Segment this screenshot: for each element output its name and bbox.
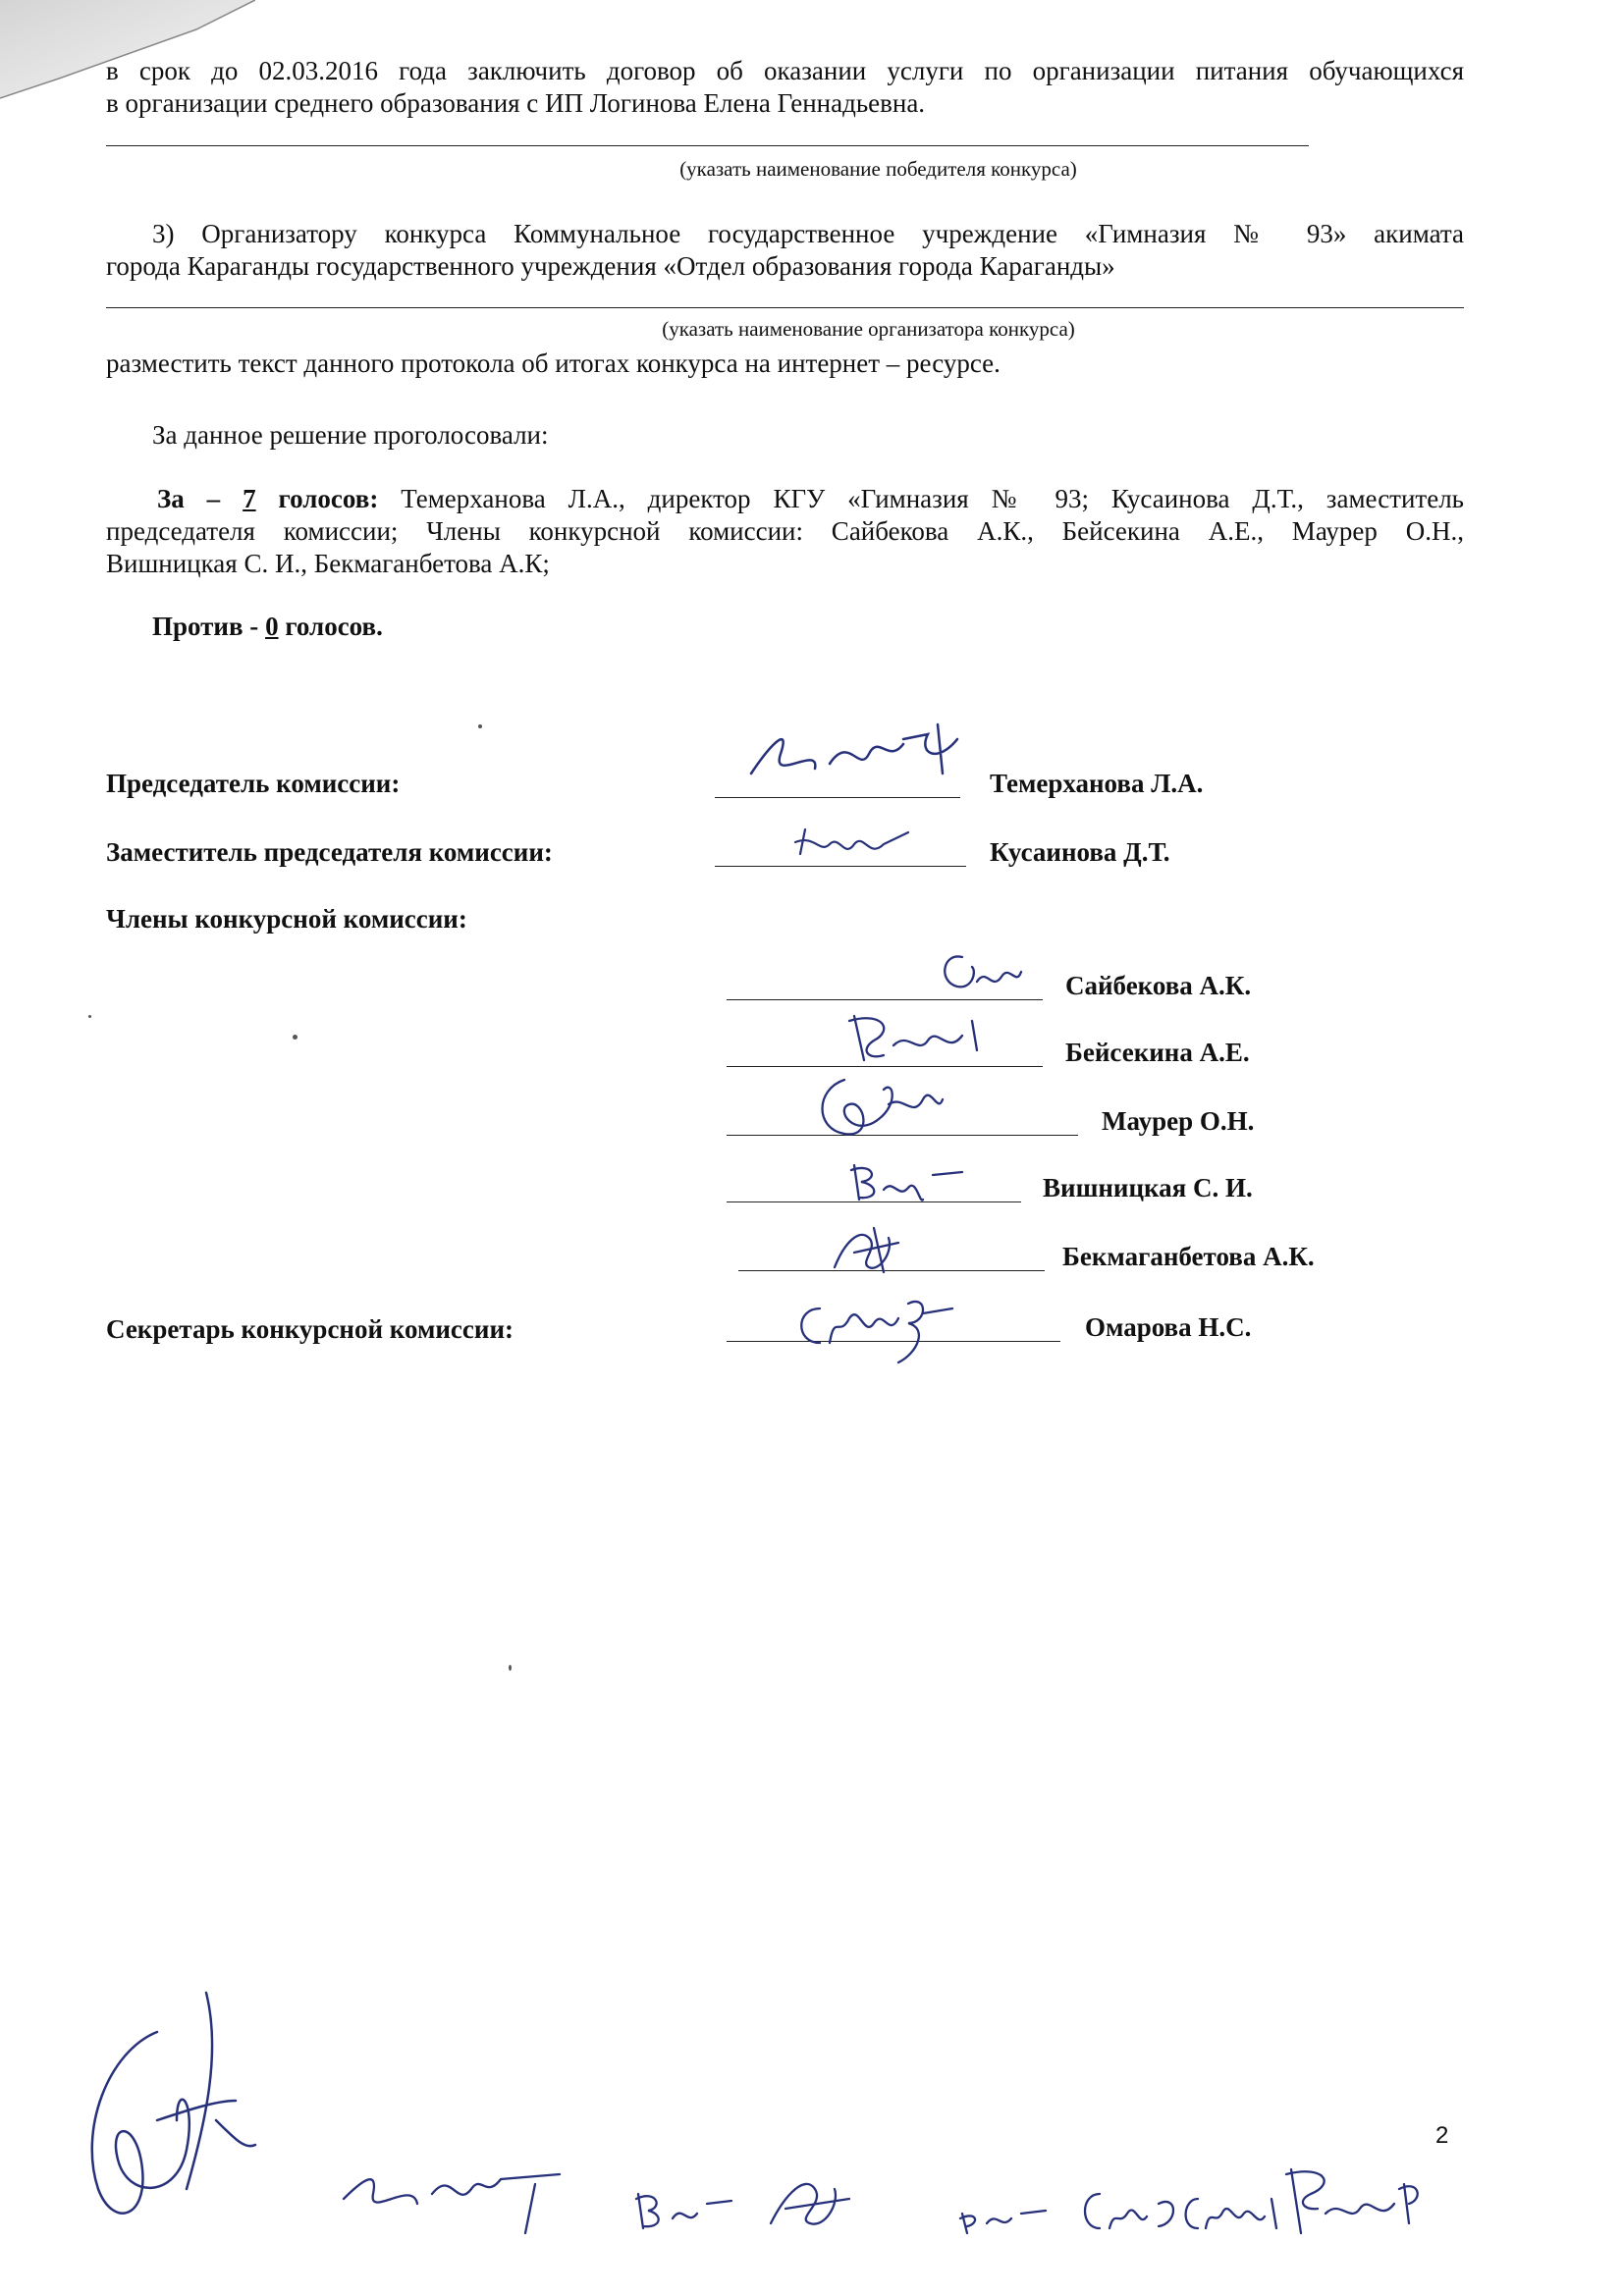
vote-for-line-1-rest: Темерханова Л.А., директор КГУ «Гимназия № 93; Кусаинова Д.Т., заместитель [378, 484, 1464, 513]
scan-speck [293, 1035, 298, 1040]
vote-against-label-suffix: голосов. [278, 612, 383, 641]
winner-caption: (указать наименование победителя конкурса) [679, 157, 1077, 181]
organizer-caption: (указать наименование организатора конкурса) [662, 317, 1075, 341]
member-4-signature [839, 1150, 967, 1214]
margin-initials-left [39, 1973, 275, 2248]
deputy-signature [785, 815, 943, 874]
chair-signature [731, 715, 997, 803]
organizer-paragraph-line-1: 3) Организатору конкурса Коммунальное государственное учреждение «Гимназия № 93» акимата [152, 219, 1464, 248]
scan-speck [88, 1015, 91, 1018]
vote-against [152, 611, 383, 642]
vote-for-line-1 [157, 483, 1464, 514]
vote-against-count: 0 [265, 612, 279, 641]
vote-for-count: 7 [243, 484, 256, 513]
vote-against-label-prefix: Против - [152, 612, 266, 641]
member-3-name: Маурер О.Н. [1102, 1106, 1255, 1136]
scan-speck [509, 1665, 512, 1671]
top-paragraph-line-1: в срок до 02.03.2016 года заключить договор об оказании услуги по организации питания обучающихся [106, 56, 1464, 85]
deputy-name: Кусаинова Д.Т. [990, 837, 1170, 867]
members-label: Члены конкурсной комиссии: [106, 904, 467, 934]
member-3-signature [805, 1060, 952, 1148]
member-1-signature [933, 942, 1041, 1006]
chair-label: Председатель комиссии: [106, 769, 401, 798]
member-2-name: Бейсекина А.Е. [1065, 1038, 1250, 1067]
member-5-name: Бекмаганбетова А.К. [1062, 1242, 1315, 1271]
vote-for-line-2: председателя комиссии; Члены конкурсной комиссии: Сайбекова А.К., Бейсекина А.Е., Маурер О.Н., [106, 516, 1464, 546]
secretary-name: Омарова Н.С. [1085, 1312, 1252, 1342]
organizer-paragraph-line-3: разместить текст данного протокола об итогах конкурса на интернет – ресурсе. [106, 348, 1001, 378]
organizer-underline [106, 307, 1464, 308]
vote-for-label-suffix: голосов: [255, 484, 379, 513]
page-number: 2 [1435, 2122, 1449, 2149]
deputy-label: Заместитель председателя комиссии: [106, 837, 553, 867]
vote-for-line-3: Вишницкая С. И., Бекмаганбетова А.К; [106, 549, 550, 578]
secretary-label: Секретарь конкурсной комиссии: [106, 1314, 514, 1344]
vote-intro: За данное решение проголосовали: [152, 420, 549, 450]
scan-speck [478, 724, 482, 728]
member-5-signature [815, 1213, 923, 1282]
margin-initials-bottom [324, 2140, 1483, 2248]
top-paragraph-line-2: в организации среднего образования с ИП Логинова Елена Геннадьевна. [106, 88, 926, 118]
organizer-paragraph-line-2: города Караганды государственного учреждения «Отдел образования города Караганды» [106, 251, 1115, 281]
chair-name: Темерханова Л.А. [990, 769, 1204, 798]
member-4-name: Вишницкая С. И. [1043, 1173, 1253, 1202]
vote-for-label-prefix: За – [157, 484, 243, 513]
member-1-name: Сайбекова А.К. [1065, 971, 1252, 1000]
secretary-signature [781, 1284, 977, 1372]
winner-underline [106, 145, 1309, 146]
